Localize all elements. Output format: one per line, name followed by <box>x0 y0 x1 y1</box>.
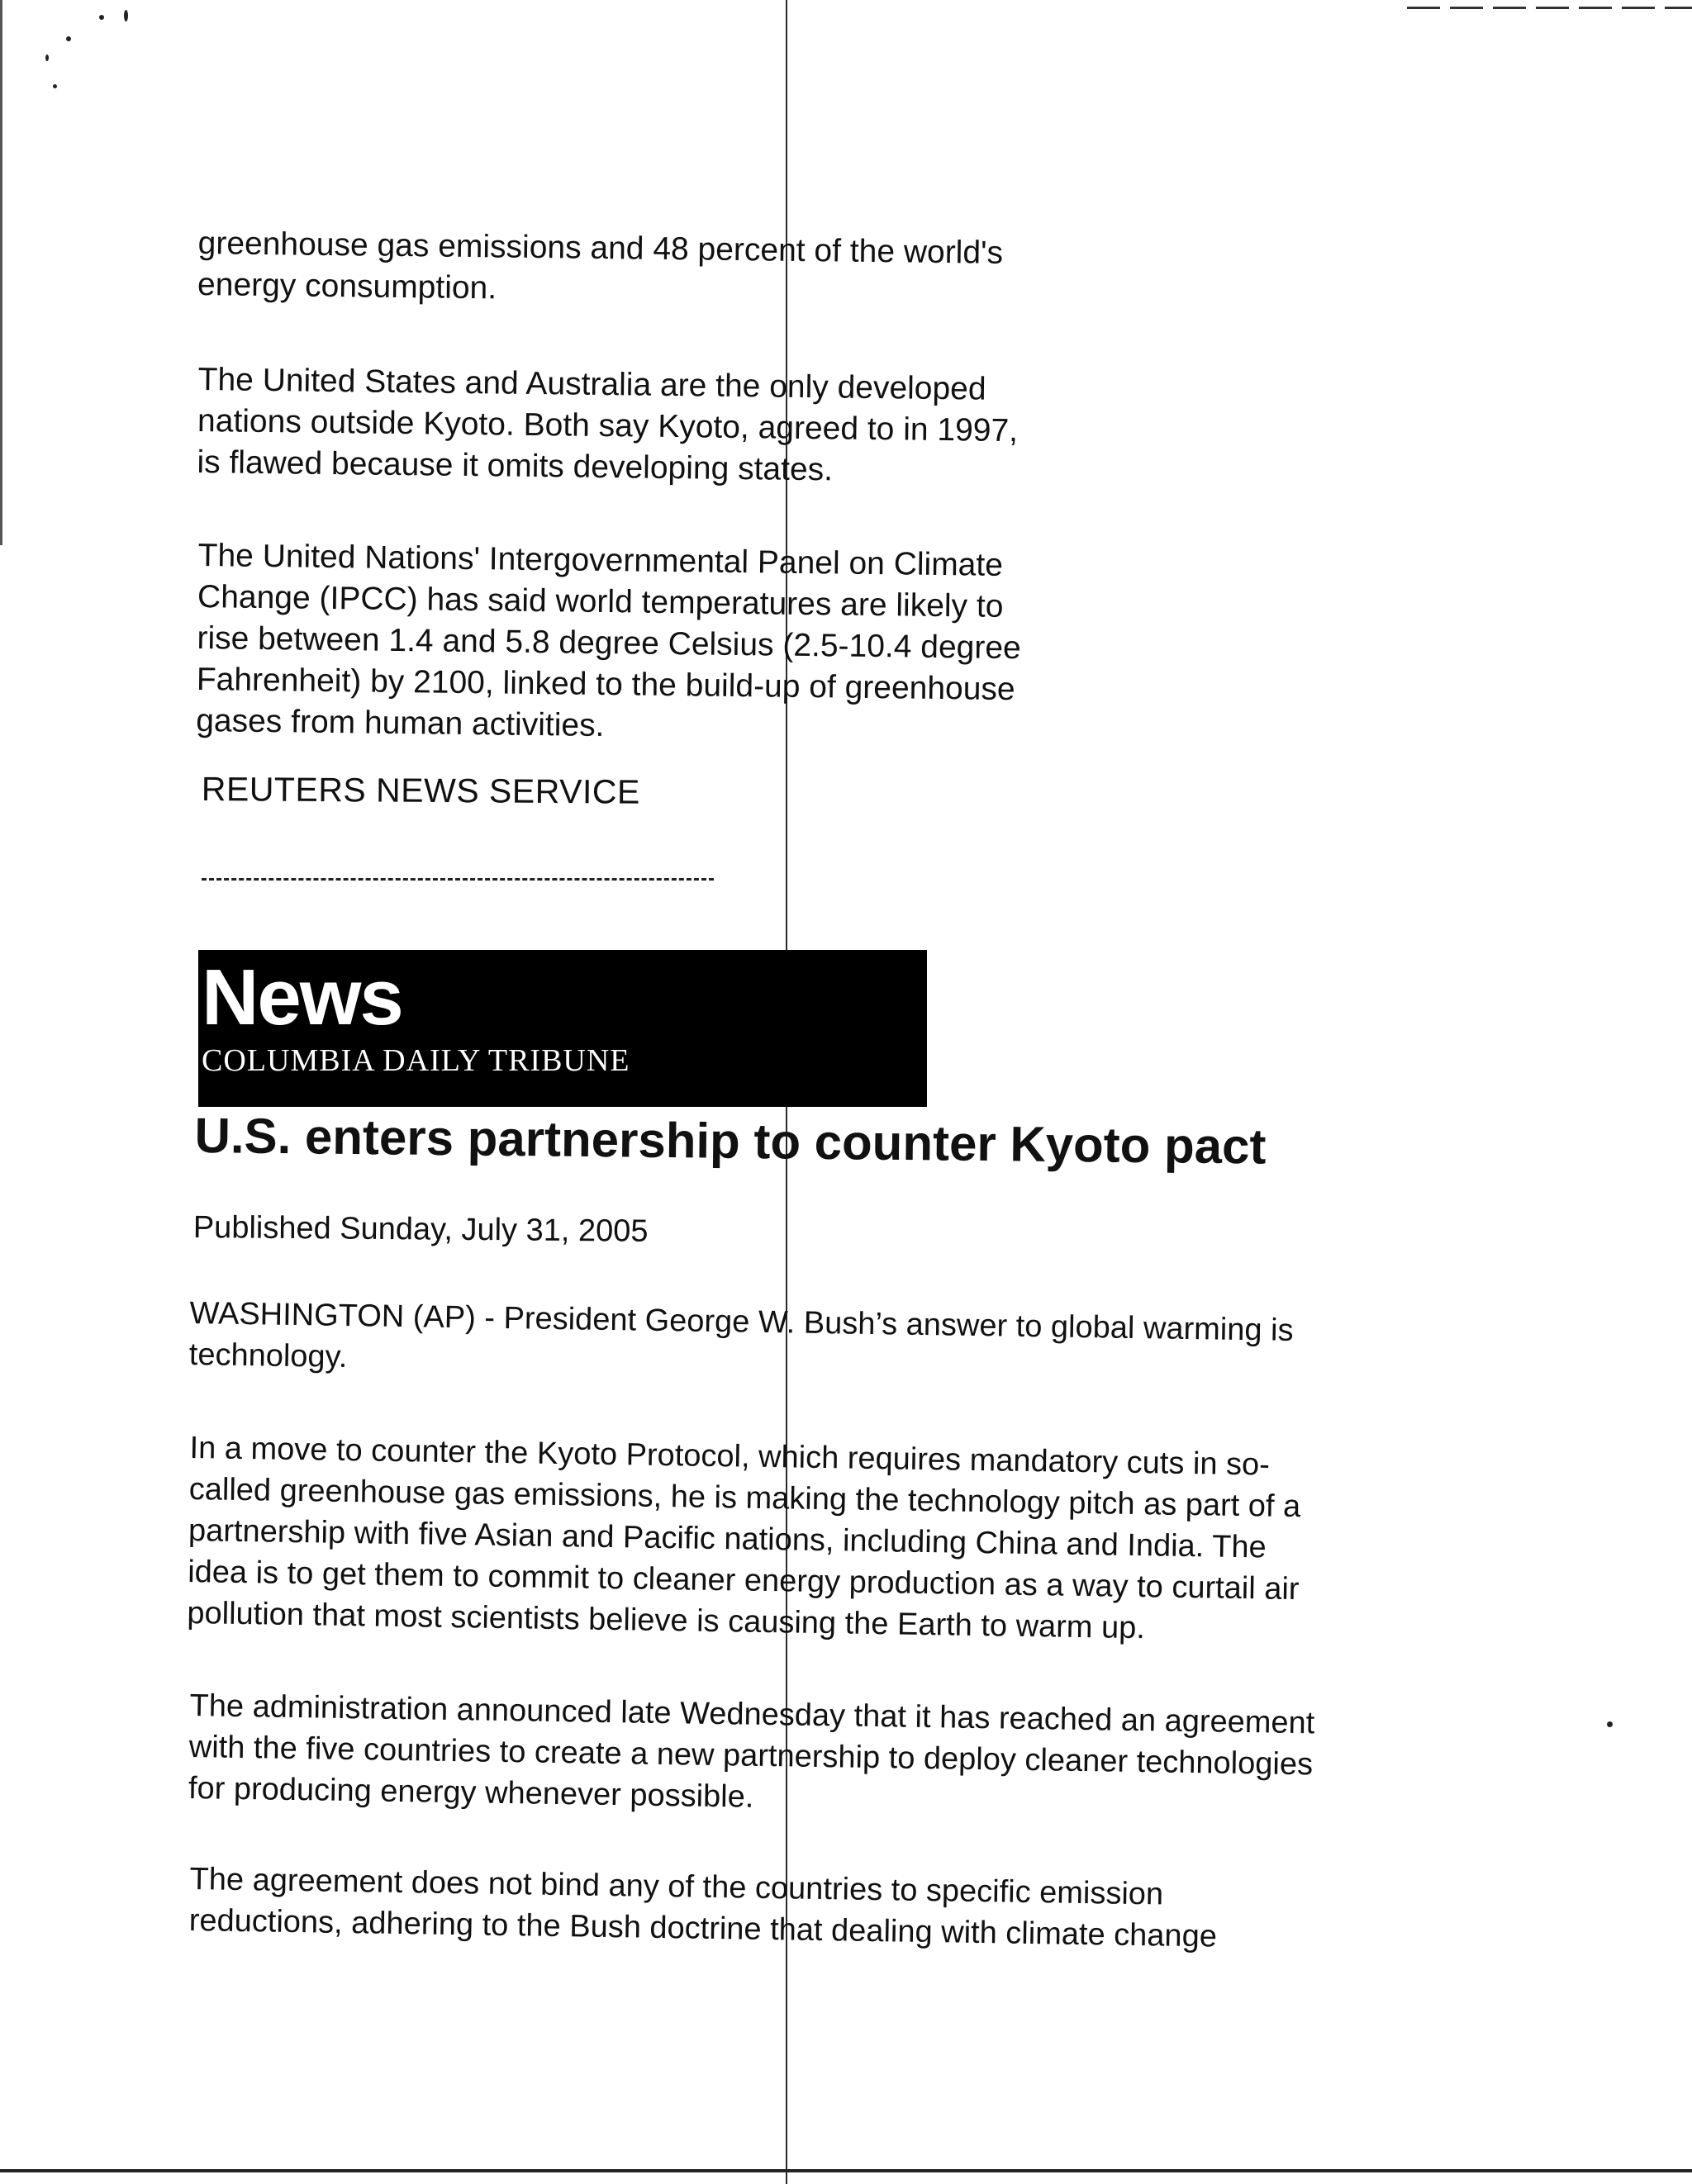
article-paragraph-1 <box>188 1293 1445 1395</box>
scan-speck <box>53 84 57 88</box>
paragraph-text: The administration announced late Wednesday that it has reached an agreement with the five countries to create a new partnership to deploy cleaner technologies for producing energy whenever possible. <box>188 1688 1315 1815</box>
article-paragraph-3 <box>188 1685 1446 1829</box>
scan-speck <box>66 36 71 41</box>
news-banner <box>198 950 927 1107</box>
paragraph-text: The United Nations' Intergovernmental Panel on Climate Change (IPCC) has said world temperatures are likely to rise between 1.4 and 5.8 degree Celsius (2.5-10.4 degree Fahrenheit) by 2100, linked to the build-up of greenhouse gases from human activities. <box>195 537 1021 744</box>
paragraph-text: In a move to counter the Kyoto Protocol, which requires mandatory cuts in so- called greenhouse gas emissions, he is making the technology pitch as part of a partnership with five Asian and Pacific nations, including China and India. The idea is to get them to commit to cleaner energy production as a way to curtail air pollution that most scientists believe is causing the Earth to warm up. <box>187 1430 1301 1646</box>
article-published-date: Published Sunday, July 31, 2005 <box>192 1210 649 1249</box>
article-paragraph-4 <box>188 1859 1445 1961</box>
banner-publication: COLUMBIA DAILY TRIBUNE <box>202 1043 630 1078</box>
continuation-paragraph-2 <box>197 359 1487 499</box>
paragraph-text: WASHINGTON (AP) - President George W. Bush’s answer to global warming is technology. <box>188 1295 1294 1374</box>
article-headline: U.S. enters partnership to counter Kyoto pact <box>194 1108 1267 1175</box>
byline: REUTERS NEWS SERVICE <box>201 770 640 811</box>
paragraph-text: The United States and Australia are the only developed nations outside Kyoto. Both say Kyoto, agreed to in 1997, is flawed because it omits developing states. <box>197 361 1019 488</box>
scan-bottom-rule <box>0 2169 1692 2172</box>
paragraph-text: greenhouse gas emissions and 48 percent of the world's energy consumption. <box>197 225 1004 306</box>
continuation-paragraph-3 <box>196 535 1487 757</box>
scan-left-edge <box>0 0 2 545</box>
scan-speck <box>1607 1721 1613 1727</box>
banner-section: News <box>202 953 402 1042</box>
paragraph-text: The agreement does not bind any of the countries to specific emission reductions, adhering to the Bush doctrine that dealing with climate change <box>188 1861 1218 1954</box>
scan-speck <box>45 55 49 61</box>
section-divider <box>202 878 714 881</box>
scan-top-rule <box>1407 7 1692 9</box>
scan-speck <box>124 10 128 21</box>
continuation-paragraph-1 <box>197 223 1487 321</box>
scan-speck <box>99 15 104 20</box>
article-paragraph-2 <box>187 1427 1446 1654</box>
